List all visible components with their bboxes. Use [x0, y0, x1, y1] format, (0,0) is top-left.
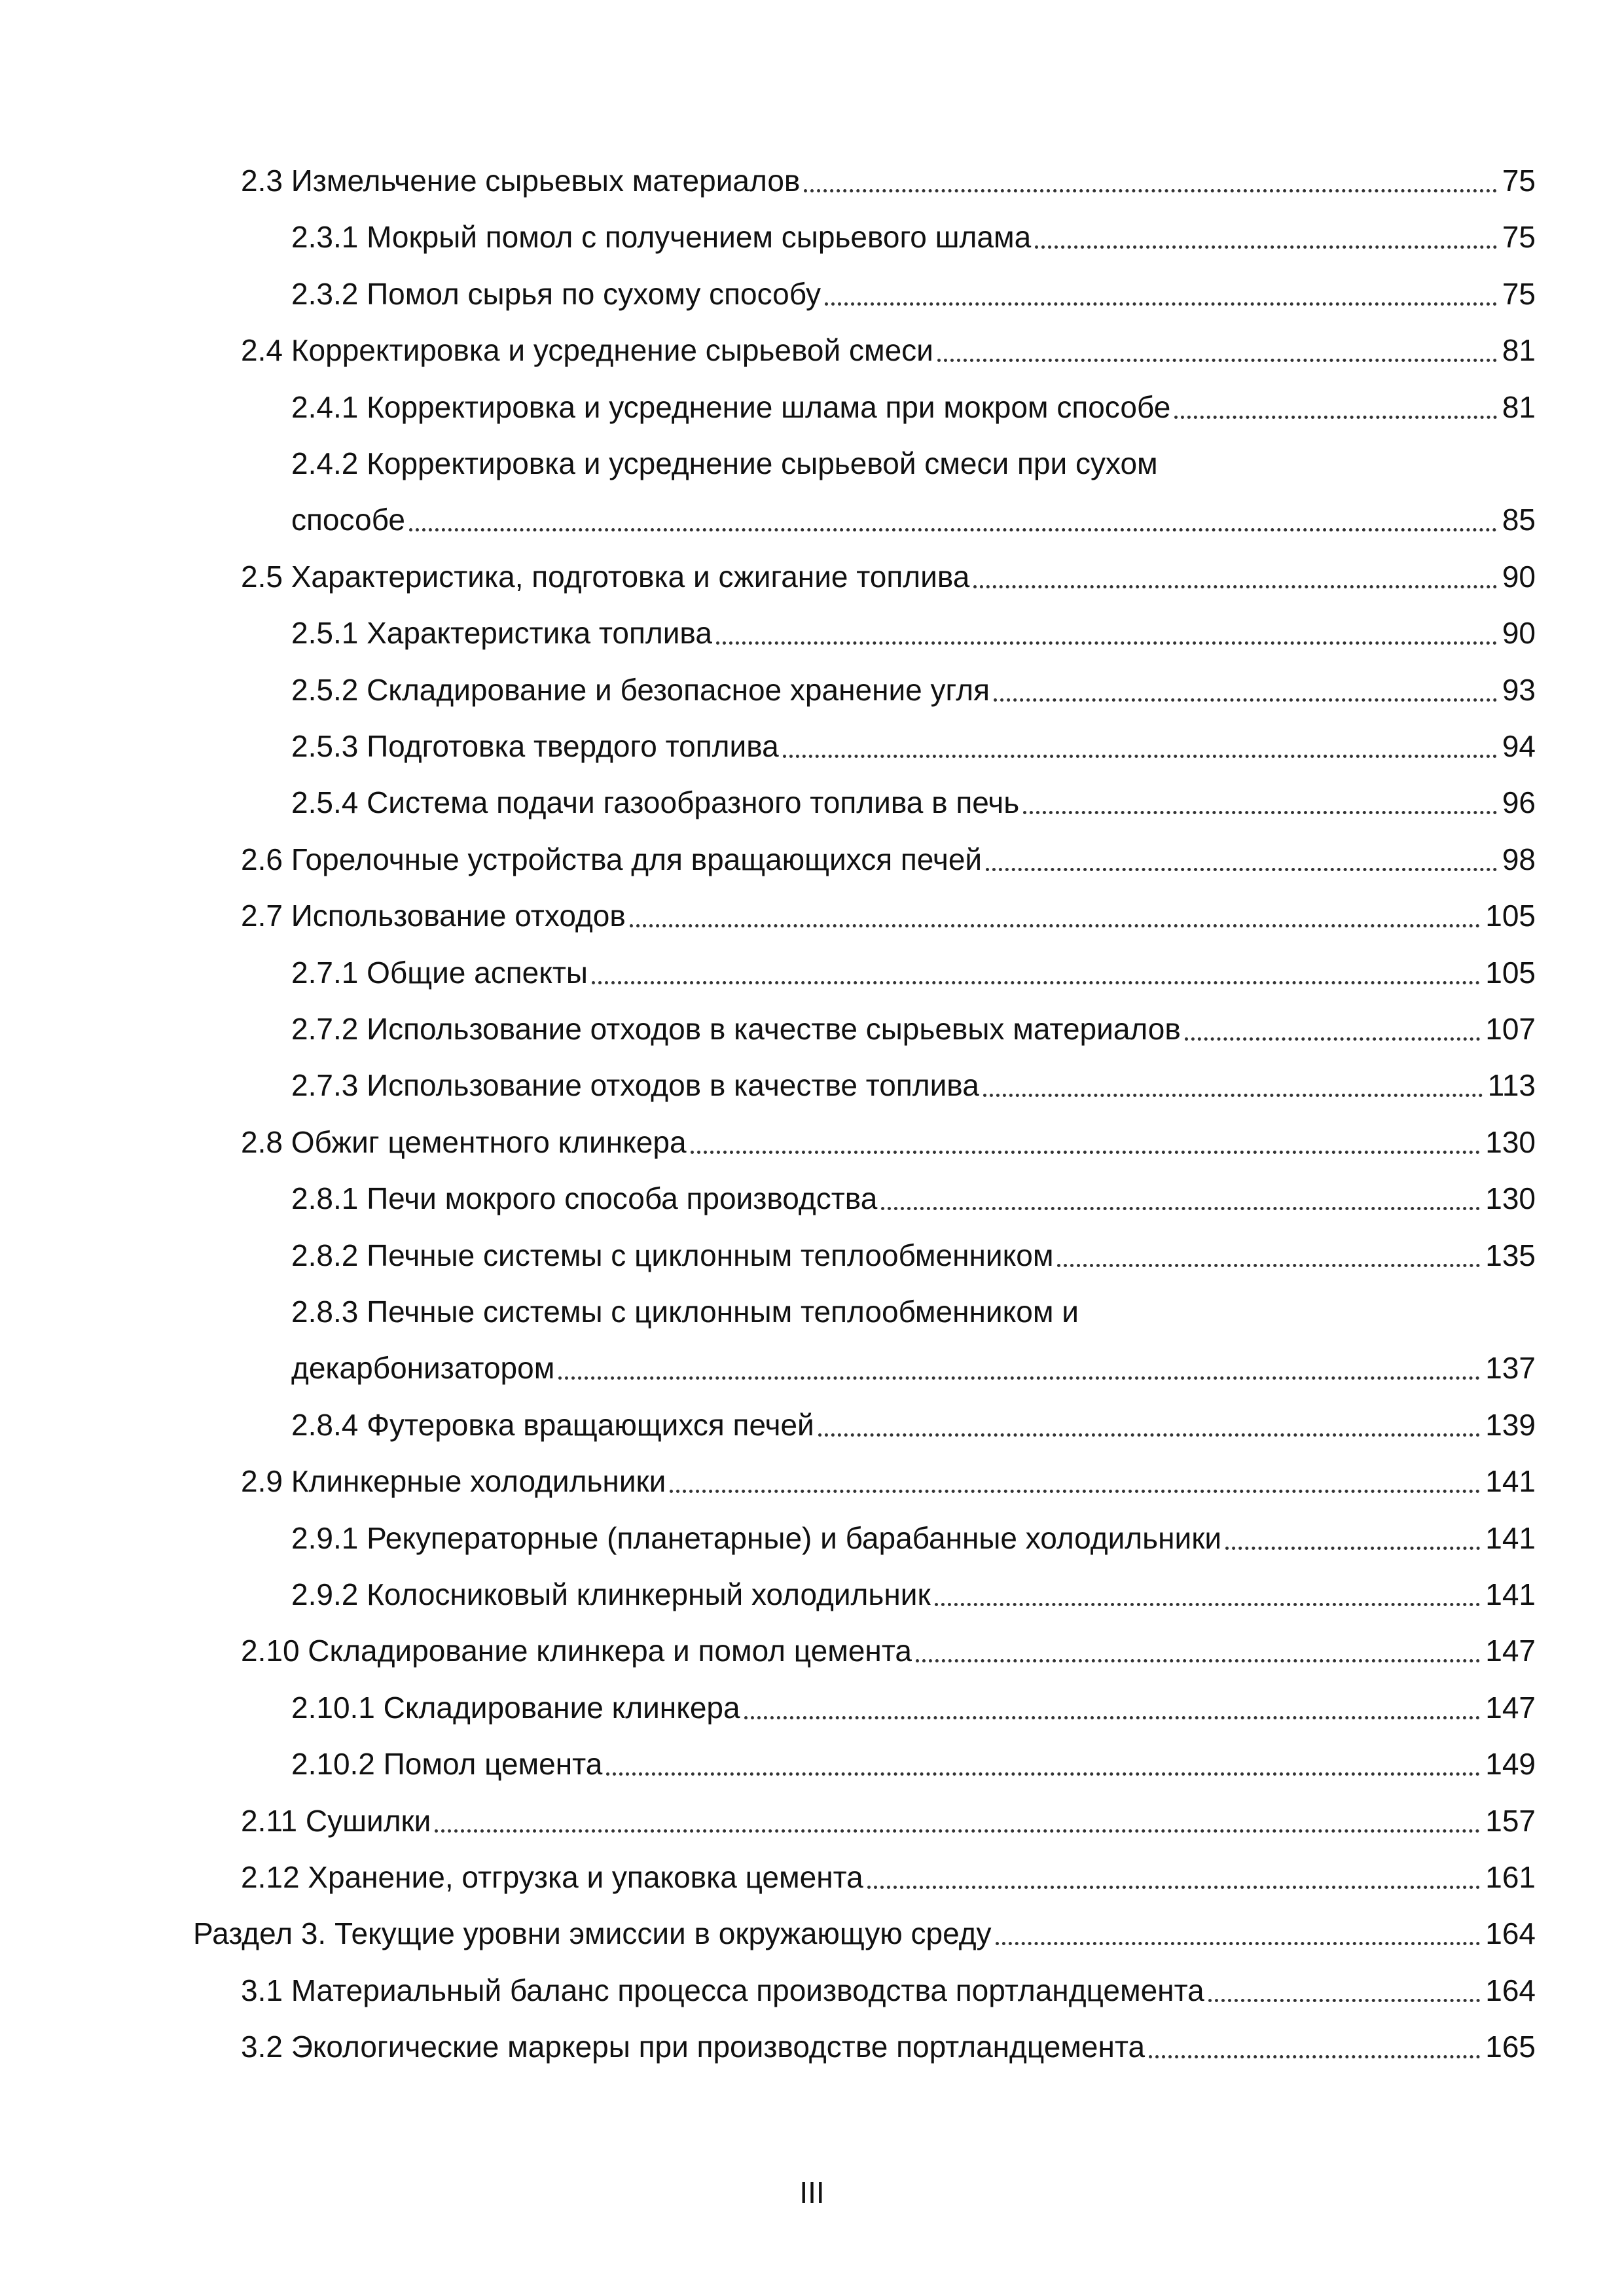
toc-entry-page: 113	[1487, 1068, 1536, 1103]
toc-entry-title: 2.8 Обжиг цементного клинкера	[241, 1124, 687, 1159]
toc-entry[interactable]	[291, 1219, 1536, 1275]
toc-entry[interactable]	[241, 823, 1536, 879]
toc-dot-leader	[592, 953, 1480, 992]
toc-entry[interactable]	[291, 653, 1536, 709]
toc-entry-title: 2.8.4 Футеровка вращающихся печей	[291, 1407, 814, 1442]
toc-entry-title: 2.10.2 Помол цемента	[291, 1747, 603, 1782]
toc-entry-title: способе	[291, 503, 406, 537]
toc-entry-page: 81	[1502, 389, 1536, 424]
toc-entry-page: 75	[1502, 220, 1536, 255]
toc-entry[interactable]	[291, 1331, 1536, 1388]
toc-entry-page: 81	[1502, 333, 1536, 368]
toc-entry[interactable]	[241, 2010, 1536, 2066]
toc-entry-page: 94	[1502, 729, 1536, 763]
toc-entry-page: 147	[1485, 1634, 1536, 1668]
toc-entry-title: 2.10 Складирование клинкера и помол цемента	[241, 1634, 912, 1668]
toc-entry[interactable]	[291, 1727, 1536, 1784]
toc-dot-leader	[867, 1857, 1481, 1897]
toc-entry-page: 157	[1485, 1803, 1536, 1838]
toc-dot-leader	[986, 840, 1497, 879]
toc-entry-page: 149	[1485, 1747, 1536, 1782]
toc-dot-leader	[804, 161, 1496, 200]
toc-entry-page: 164	[1485, 1916, 1536, 1951]
toc-entry-title: 2.7.3 Использование отходов в качестве топлива	[291, 1068, 979, 1103]
toc-entry-title: 2.8.2 Печные системы с циклонным теплообменником	[291, 1238, 1054, 1272]
toc-dot-leader	[937, 331, 1497, 370]
toc-dot-leader	[744, 1688, 1481, 1727]
toc-dot-leader	[996, 1914, 1481, 1953]
toc-entry-title: 2.7 Использование отходов	[241, 899, 626, 933]
toc-entry-page: 130	[1485, 1181, 1536, 1216]
toc-entry[interactable]	[241, 1444, 1536, 1501]
toc-dot-leader	[1035, 217, 1497, 257]
toc-entry[interactable]	[241, 879, 1536, 935]
toc-dot-leader	[916, 1631, 1480, 1670]
toc-entry-page: 147	[1485, 1690, 1536, 1725]
toc-entry[interactable]	[241, 540, 1536, 596]
toc-dot-leader	[716, 613, 1497, 653]
toc-entry[interactable]	[291, 1388, 1536, 1444]
toc-entry-title: 2.3.1 Мокрый помол с получением сырьевого шлама	[291, 220, 1032, 255]
toc-entry-title: 2.9 Клинкерные холодильники	[241, 1464, 666, 1499]
toc-entry[interactable]	[291, 766, 1536, 822]
toc-entry-title: 2.9.2 Колосниковый клинкерный холодильник	[291, 1577, 931, 1611]
toc-entry[interactable]	[291, 1275, 1536, 1331]
toc-dot-leader	[691, 1122, 1481, 1162]
toc-entry-title: 2.5.3 Подготовка твердого топлива	[291, 729, 779, 763]
toc-dot-leader	[1225, 1518, 1480, 1558]
toc-entry-title: 2.8.3 Печные системы с циклонным теплообменником и	[291, 1295, 1079, 1329]
toc-entry-page: 98	[1502, 842, 1536, 876]
toc-entry[interactable]	[241, 1784, 1536, 1840]
page-number: III	[799, 2176, 825, 2210]
toc-entry[interactable]	[291, 370, 1536, 427]
toc-entry[interactable]	[291, 992, 1536, 1049]
toc-dot-leader	[973, 557, 1496, 596]
toc-dot-leader	[409, 500, 1497, 539]
toc-dot-leader	[1174, 387, 1497, 427]
toc-entry-title: 2.5.2 Складирование и безопасное хранение угля	[291, 672, 990, 707]
toc-entry[interactable]	[241, 144, 1536, 200]
toc-entry[interactable]	[291, 483, 1536, 539]
toc-entry-title: 2.7.1 Общие аспекты	[291, 955, 588, 990]
toc-dot-leader	[983, 1066, 1483, 1105]
toc-dot-leader	[1149, 2027, 1480, 2066]
toc-entry[interactable]	[291, 1558, 1536, 1614]
toc-dot-leader	[435, 1801, 1480, 1840]
toc-entry[interactable]	[291, 257, 1536, 314]
toc-dot-leader	[825, 274, 1497, 314]
toc-entry-title: 2.11 Сушилки	[241, 1803, 431, 1838]
toc-entry-page: 107	[1485, 1012, 1536, 1046]
toc-entry-page: 137	[1485, 1351, 1536, 1386]
toc-entry-page: 75	[1502, 164, 1536, 198]
toc-entry-title: декарбонизатором	[291, 1351, 555, 1386]
toc-dot-leader	[1057, 1236, 1480, 1275]
toc-entry[interactable]	[241, 1105, 1536, 1162]
toc-entry-page: 141	[1485, 1520, 1536, 1555]
toc-entry[interactable]	[193, 1897, 1536, 1953]
toc-entry-page: 105	[1485, 899, 1536, 933]
toc-entry-page: 105	[1485, 955, 1536, 990]
toc-entry[interactable]	[291, 1162, 1536, 1218]
toc-entry-title: 2.6 Горелочные устройства для вращающихся печей	[241, 842, 983, 876]
toc-entry-page: 96	[1502, 785, 1536, 820]
toc-entry[interactable]	[291, 200, 1536, 257]
toc-dot-leader	[1023, 783, 1497, 822]
toc-entry-title: 2.4.2 Корректировка и усреднение сырьевой смеси при сухом	[291, 446, 1158, 480]
toc-dot-leader	[606, 1744, 1480, 1784]
toc-entry-title: 2.8.1 Печи мокрого способа производства	[291, 1181, 878, 1216]
toc-entry-title: 2.12 Хранение, отгрузка и упаковка цемента	[241, 1860, 863, 1894]
toc-dot-leader	[818, 1405, 1480, 1444]
toc-entry-title: 2.5 Характеристика, подготовка и сжигание топлива	[241, 559, 970, 594]
toc-entry-title: 2.4.1 Корректировка и усреднение шлама при мокром способе	[291, 389, 1171, 424]
toc-dot-leader	[558, 1348, 1480, 1388]
toc-entry-title: 2.9.1 Рекуператорные (планетарные) и барабанные холодильники	[291, 1520, 1222, 1555]
toc-entry[interactable]	[291, 936, 1536, 992]
toc-entry[interactable]	[291, 709, 1536, 766]
toc-entry-page: 164	[1485, 1973, 1536, 2007]
toc-entry-page: 85	[1502, 503, 1536, 537]
toc-dot-leader	[1185, 1009, 1480, 1049]
toc-entry-page: 135	[1485, 1238, 1536, 1272]
toc-entry-title: 2.3 Измельчение сырьевых материалов	[241, 164, 801, 198]
toc-entry-page: 139	[1485, 1407, 1536, 1442]
toc-entry[interactable]	[241, 1840, 1536, 1897]
toc-dot-leader	[783, 726, 1497, 766]
toc-entry-title: 3.2 Экологические маркеры при производстве портландцемента	[241, 2030, 1146, 2064]
toc-entry-title: 2.10.1 Складирование клинкера	[291, 1690, 740, 1725]
toc-entry[interactable]	[291, 1501, 1536, 1558]
toc-entry-page: 141	[1485, 1577, 1536, 1611]
toc-dot-leader	[670, 1462, 1480, 1501]
toc-dot-leader	[881, 1179, 1480, 1218]
toc-entry-title: 3.1 Материальный баланс процесса производства портландцемента	[241, 1973, 1204, 2007]
toc-entry-title: 2.3.2 Помол сырья по сухому способу	[291, 276, 821, 311]
toc-entry[interactable]	[291, 596, 1536, 653]
toc-entry[interactable]	[291, 1671, 1536, 1727]
toc-entry[interactable]	[241, 1954, 1536, 2010]
toc-entry-page: 93	[1502, 672, 1536, 707]
toc-entry[interactable]	[291, 1049, 1536, 1105]
toc-dot-leader	[1208, 1971, 1481, 2010]
toc-entry-title: Раздел 3. Текущие уровни эмиссии в окружающую среду	[193, 1916, 992, 1951]
toc-entry-page: 161	[1485, 1860, 1536, 1894]
toc-entry-page: 165	[1485, 2030, 1536, 2064]
toc-entry-page: 75	[1502, 276, 1536, 311]
toc-entry[interactable]	[241, 1614, 1536, 1670]
toc-entry-title: 2.5.1 Характеристика топлива	[291, 616, 712, 651]
toc-dot-leader	[994, 670, 1497, 709]
toc-entry-page: 90	[1502, 616, 1536, 651]
toc-entry-title: 2.7.2 Использование отходов в качестве сырьевых материалов	[291, 1012, 1181, 1046]
toc-entry[interactable]	[291, 427, 1536, 483]
toc-entry-page: 130	[1485, 1124, 1536, 1159]
toc-entry-title: 2.5.4 Система подачи газообразного топлива в печь	[291, 785, 1020, 820]
toc-entry[interactable]	[241, 314, 1536, 370]
toc-entry-page: 141	[1485, 1464, 1536, 1499]
toc-dot-leader	[630, 896, 1480, 935]
toc-entry-page: 90	[1502, 559, 1536, 594]
toc-dot-leader	[935, 1575, 1481, 1614]
toc-entry-title: 2.4 Корректировка и усреднение сырьевой смеси	[241, 333, 933, 368]
